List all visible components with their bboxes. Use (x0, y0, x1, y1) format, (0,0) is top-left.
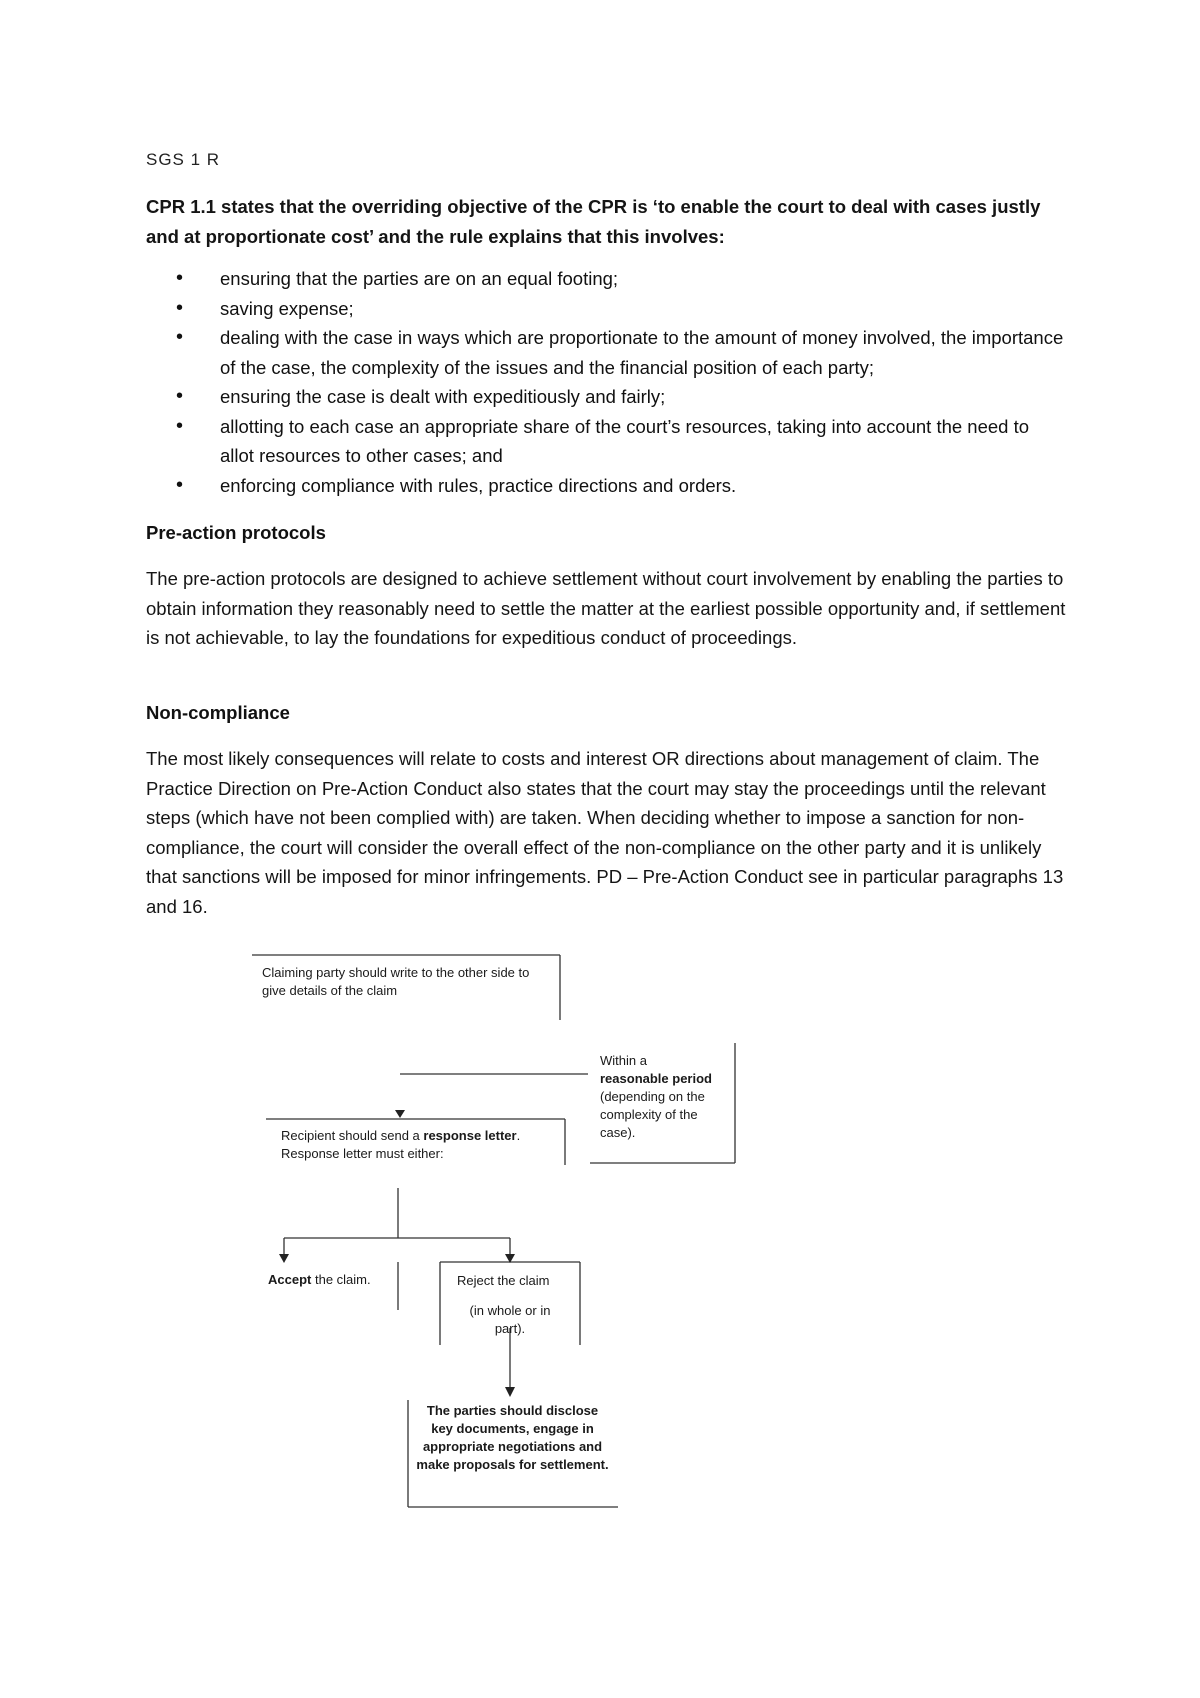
flow-step1-text: Claiming party should write to the other side to give details of the claim (262, 965, 530, 998)
arrow-down-icon (279, 1254, 289, 1263)
list-item: • enforcing compliance with rules, practice directions and orders. (146, 471, 1066, 501)
flow-reject-title: Reject the claim (457, 1273, 550, 1288)
flow-step2-text (281, 1127, 536, 1163)
section-heading-pre-action: Pre-action protocols (146, 522, 326, 543)
section-body-non-compliance: The most likely consequences will relate to costs and interest OR directions about management of claim. The Practice Direction on Pre-Action Conduct also states that the court may stay the proceedings until the relevant steps (which have not been complied with) are taken. When deciding whether to impose a sanction for non-compliance, the court will consider the overall effect of the non-compliance on the other party and it is unlikely that sanctions will be imposed for minor infringements. PD – Pre-Action Conduct see in particular paragraphs 13 and 16. (146, 748, 1064, 917)
arrow-down-icon (395, 1110, 405, 1118)
flow-step2-prefix: Recipient should send a (281, 1128, 420, 1143)
flow-timing-text (600, 1052, 730, 1142)
flow-accept-rest: the claim. (314, 1272, 371, 1287)
list-item: • dealing with the case in ways which are proportionate to the amount of money involved, the importance of the case, the complexity of the issues and the financial position of each party; (146, 323, 1066, 382)
flow-step2-bold: response letter (423, 1128, 517, 1143)
list-item: • ensuring the case is dealt with expeditiously and fairly; (146, 382, 1066, 412)
flow-timing-prefix: Within a (600, 1053, 647, 1068)
flow-timing-bold: reasonable period (600, 1071, 712, 1086)
flow-reject-note: (in whole or in part). (469, 1303, 551, 1336)
flow-accept-bold: Accept (268, 1272, 312, 1287)
list-item: • saving expense; (146, 294, 1066, 324)
intro-paragraph: CPR 1.1 states that the overriding objective of the CPR is ‘to enable the court to deal with cases justly and at proportionate cost’ and the rule explains that this involves: (146, 196, 1041, 247)
flow-step2-line2: Response letter must either: (281, 1146, 444, 1161)
flow-final-text: The parties should disclose key documents, engage in appropriate negotiations and make proposals for settlement. (416, 1403, 609, 1472)
list-item: • allotting to each case an appropriate share of the court’s resources, taking into account the need to allot resources to other cases; and (146, 412, 1066, 471)
arrow-down-icon (505, 1254, 515, 1263)
list-item: • ensuring that the parties are on an equal footing; (146, 264, 1066, 294)
section-body-pre-action: The pre-action protocols are designed to achieve settlement without court involvement by enabling the parties to obtain information they reasonably need to settle the matter at the earliest possible opportunity and, if settlement is not achievable, to lay the foundations for expeditious conduct of proceedings. (146, 568, 1066, 648)
objective-list (146, 264, 1066, 500)
section-heading-non-compliance: Non-compliance (146, 702, 290, 723)
flow-timing-suffix: (depending on the complexity of the case). (600, 1089, 705, 1140)
arrow-down-icon (505, 1387, 515, 1397)
flow-step2-suffix: . (516, 1128, 521, 1143)
page-header-code: SGS 1 R (146, 150, 221, 169)
flow-accept-text (268, 1271, 393, 1289)
